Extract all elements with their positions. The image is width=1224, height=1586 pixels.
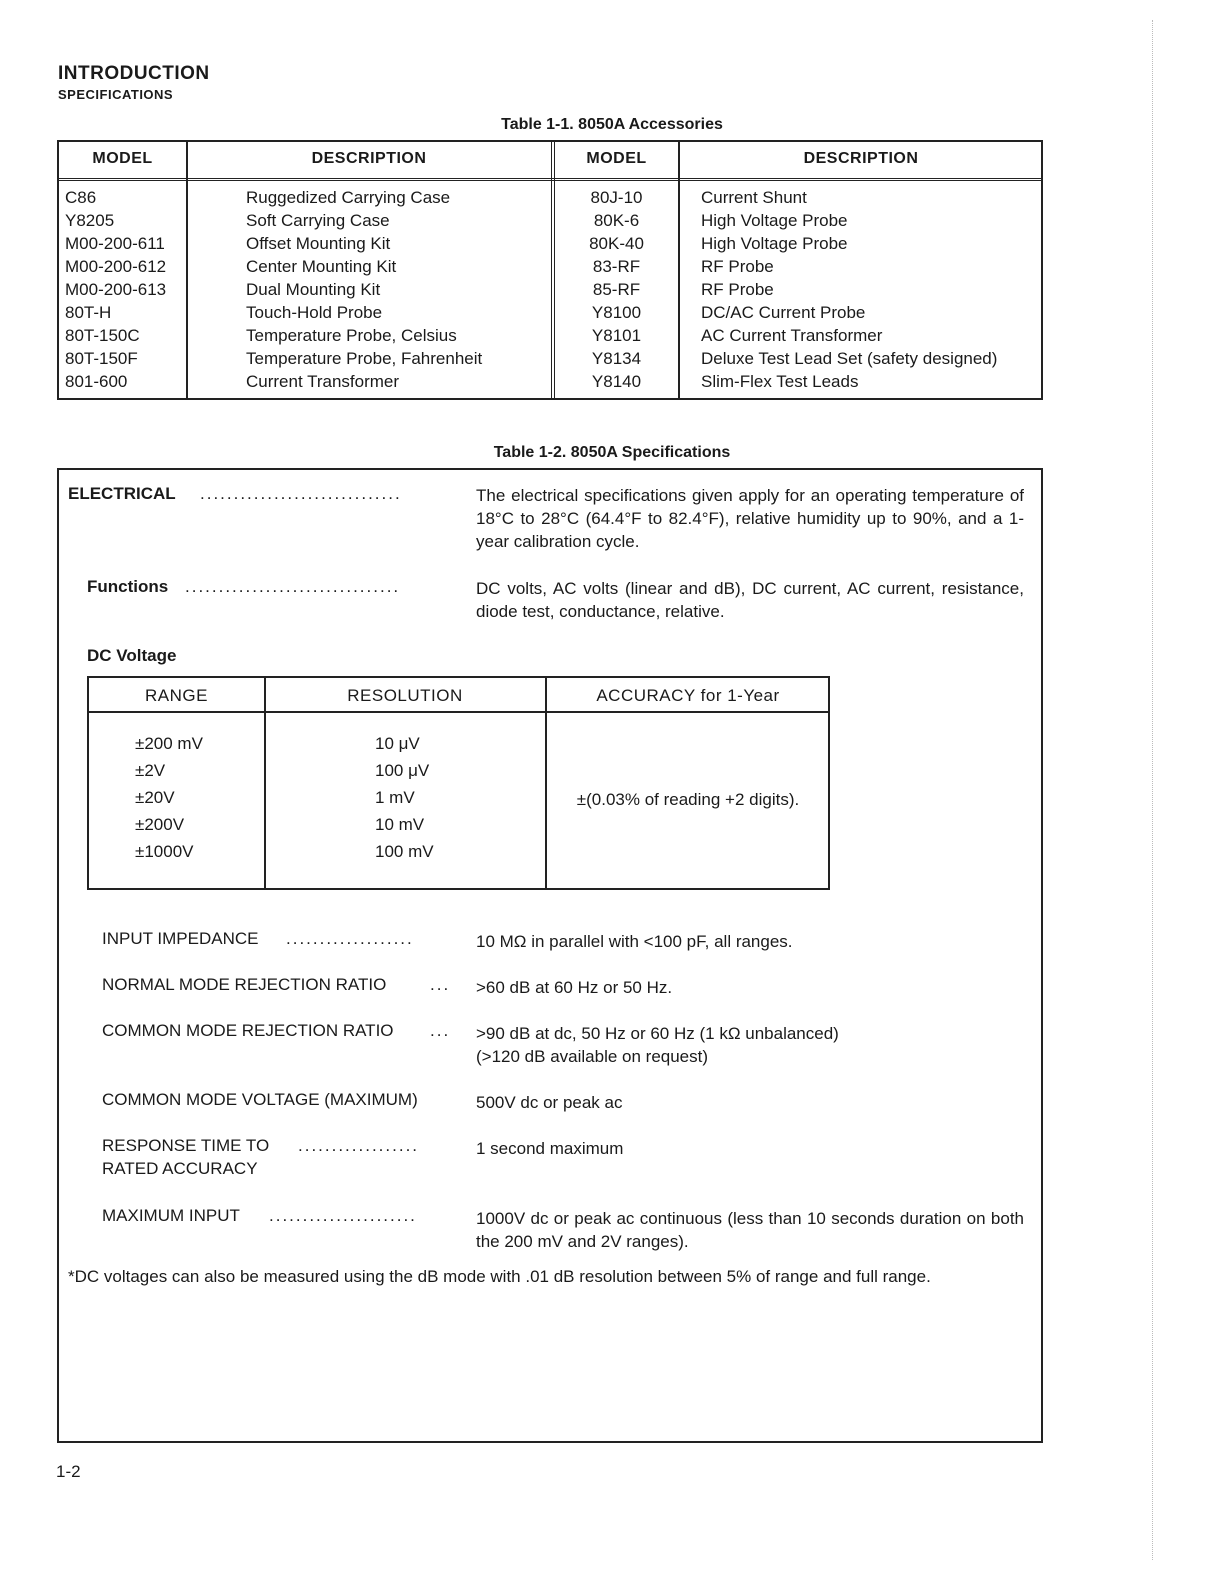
table-cell: Y8100: [591, 303, 642, 322]
header-description-left: DESCRIPTION: [311, 150, 427, 167]
table-cell: Offset Mounting Kit: [246, 234, 391, 253]
spec-label-response-time: RESPONSE TIME TO ..................: [102, 1136, 420, 1155]
table-cell: ±1000V: [135, 842, 194, 861]
spec-label-maximum-input: MAXIMUM INPUT ......................: [102, 1206, 417, 1225]
table-cell: High Voltage Probe: [701, 234, 848, 253]
footnote: *DC voltages can also be measured using the dB mode with .01 dB resolution between 5% of range and full range.: [68, 1267, 931, 1286]
table-cell: Y8101: [591, 326, 642, 345]
page-number: 1-2: [56, 1462, 81, 1481]
header-accuracy: ACCURACY for 1-Year: [596, 686, 780, 705]
table-cell: AC Current Transformer: [701, 326, 883, 345]
table-cell: 80T-H: [65, 303, 112, 322]
table-cell: Slim-Flex Test Leads: [701, 372, 859, 391]
table-cell: Temperature Probe, Celsius: [246, 326, 457, 345]
table-cell: Y8134: [591, 349, 642, 368]
table-cell: 85-RF: [592, 280, 641, 299]
table-cell: 1 mV: [375, 788, 415, 807]
table-cell: M00-200-611: [65, 234, 165, 253]
accuracy-cell: ±(0.03% of reading +2 digits).: [576, 790, 800, 809]
table-cell: ±200V: [135, 815, 185, 834]
scan-margin-line: [1152, 20, 1153, 1560]
table-cell: 80K-6: [593, 211, 640, 230]
table-cell: 80J-10: [590, 188, 643, 207]
table-cell: Temperature Probe, Fahrenheit: [246, 349, 483, 368]
spec-label-nmrr: NORMAL MODE REJECTION RATIO ...: [102, 975, 451, 994]
spec-label-cmrr: COMMON MODE REJECTION RATIO ...: [102, 1021, 451, 1040]
spec-value-input-impedance: 10 MΩ in parallel with <100 pF, all ranges.: [476, 932, 793, 951]
spec-value-electrical: The electrical specifications given apply for an operating temperature of 18°C to 28°C (64.4°F to 82.4°F), relative humidity up to 90%, and a 1-year calibration cycle.: [476, 486, 1024, 551]
table-cell: 100 μV: [375, 761, 430, 780]
table-cell: ±2V: [135, 761, 166, 780]
table-cell: M00-200-613: [65, 280, 167, 299]
spec-value-cmrr-note: (>120 dB available on request): [476, 1047, 709, 1066]
table-cell: C86: [65, 188, 97, 207]
table2-caption: Table 1-2. 8050A Specifications: [493, 444, 731, 461]
spec-value-cmv: 500V dc or peak ac: [476, 1093, 623, 1112]
table-cell: High Voltage Probe: [701, 211, 848, 230]
right-model-column: [555, 186, 678, 393]
table-cell: 10 μV: [375, 734, 420, 753]
spec-label-electrical: ELECTRICAL ..............................: [68, 484, 402, 503]
table-cell: DC/AC Current Probe: [701, 303, 866, 322]
table-cell: Y8140: [591, 372, 642, 391]
left-description-column: [246, 186, 482, 393]
right-description-column: [701, 186, 997, 393]
table-cell: 10 mV: [375, 815, 425, 834]
spec-value-cmrr: >90 dB at dc, 50 Hz or 60 Hz (1 kΩ unbalanced): [476, 1024, 839, 1043]
range-column: [135, 730, 203, 865]
left-model-column: [65, 186, 166, 393]
table-cell: Current Transformer: [246, 372, 400, 391]
table-cell: 801-600: [65, 372, 128, 391]
table-cell: RF Probe: [701, 257, 774, 276]
header-model-right: MODEL: [586, 150, 647, 167]
table-cell: 80T-150C: [65, 326, 140, 345]
spec-value-response-time: 1 second maximum: [476, 1139, 624, 1158]
table-cell: Current Shunt: [701, 188, 807, 207]
spec-label-cmv: COMMON MODE VOLTAGE (MAXIMUM): [102, 1090, 418, 1109]
table-cell: 83-RF: [592, 257, 641, 276]
spec-value-nmrr: >60 dB at 60 Hz or 50 Hz.: [476, 978, 673, 997]
accessories-table: [57, 140, 1043, 400]
section-title: INTRODUCTION: [58, 63, 210, 84]
header-resolution: RESOLUTION: [347, 686, 463, 705]
table-cell: Soft Carrying Case: [246, 211, 390, 230]
table-cell: Y8205: [65, 211, 115, 230]
dc-voltage-table: [87, 676, 830, 890]
header-model-left: MODEL: [92, 150, 153, 167]
table-cell: Ruggedized Carrying Case: [246, 188, 451, 207]
header-range: RANGE: [145, 686, 208, 705]
table-cell: ±200 mV: [135, 734, 203, 753]
table-cell: 100 mV: [375, 842, 434, 861]
table-cell: M00-200-612: [65, 257, 167, 276]
table-cell: Center Mounting Kit: [246, 257, 397, 276]
spec-value-maximum-input: 1000V dc or peak ac continuous (less than 10 seconds duration on both the 200 mV and 2V ranges).: [476, 1209, 1024, 1251]
table-cell: 80T-150F: [65, 349, 138, 368]
table1-caption: Table 1-1. 8050A Accessories: [501, 116, 723, 133]
spec-label-functions: Functions ................................: [87, 577, 401, 596]
table-cell: ±20V: [135, 788, 175, 807]
header-description-right: DESCRIPTION: [803, 150, 919, 167]
spec-label-response-time-line2: RATED ACCURACY: [102, 1159, 258, 1178]
subsection-title: SPECIFICATIONS: [58, 87, 174, 102]
table-cell: Deluxe Test Lead Set (safety designed): [701, 349, 998, 368]
spec-label-input-impedance: INPUT IMPEDANCE ...................: [102, 929, 414, 948]
dc-voltage-heading: DC Voltage: [87, 646, 177, 665]
table-cell: Dual Mounting Kit: [246, 280, 381, 299]
table-cell: RF Probe: [701, 280, 774, 299]
table-cell: Touch-Hold Probe: [246, 303, 383, 322]
table-cell: 80K-40: [589, 234, 644, 253]
spec-value-functions: DC volts, AC volts (linear and dB), DC current, AC current, resistance, diode test, conductance, relative.: [476, 579, 1024, 621]
resolution-column: [375, 730, 434, 865]
